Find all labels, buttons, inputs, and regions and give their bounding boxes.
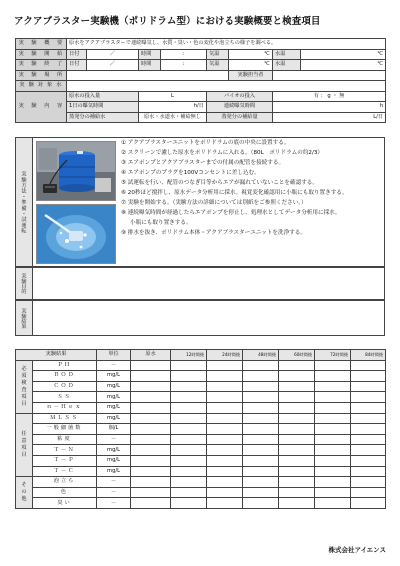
results-value-cell[interactable] [171,424,207,435]
results-row [16,487,386,498]
results-value-cell[interactable] [207,477,243,488]
results-value-cell[interactable] [351,445,386,456]
overview-label: 実 験 概 要 [16,39,67,50]
results-value-cell[interactable] [351,487,386,498]
results-value-cell[interactable] [279,498,315,509]
results-value-cell[interactable] [207,487,243,498]
results-row [16,381,386,392]
results-value-cell[interactable] [351,455,386,466]
results-value-cell[interactable] [243,434,279,445]
results-value-cell[interactable] [171,487,207,498]
results-value-cell[interactable] [131,466,171,477]
results-value-cell[interactable] [279,487,315,498]
results-header-60h: 60時間後 [279,350,315,361]
evap-amount-field[interactable]: L/日 [273,112,386,123]
results-item-name: Ｔ－Ｐ [33,455,97,466]
results-value-cell[interactable] [351,424,386,435]
target-label: 実 験 対 象 水 [16,81,67,92]
procedure-step: ⑦ 実験を開始する。（実験方法の詳細については別紙をご参照ください。） [121,200,307,206]
results-value-cell[interactable] [171,466,207,477]
evap-label: 蒸発分の補給水 [67,112,139,123]
results-row [16,392,386,403]
results-value-cell[interactable] [351,477,386,488]
results-value-cell[interactable] [315,487,351,498]
overview-table [15,38,386,123]
start-date-label: 日付 [67,49,87,60]
results-value-cell[interactable] [279,424,315,435]
results-item-unit: － [97,487,131,498]
results-value-cell[interactable] [315,434,351,445]
results-value-cell[interactable] [315,466,351,477]
results-value-cell[interactable] [279,477,315,488]
results-value-cell[interactable] [351,381,386,392]
results-value-cell[interactable] [207,413,243,424]
results-value-cell[interactable] [131,487,171,498]
results-value-cell[interactable] [243,455,279,466]
results-item-unit: mg/L [97,455,131,466]
staff-label: 実験担当者 [229,70,273,81]
results-value-cell[interactable] [207,445,243,456]
results-value-cell[interactable] [279,455,315,466]
results-item-name: 粘度 [33,434,97,445]
end-water-field[interactable]: ℃ [301,60,386,71]
raw-amount-field[interactable]: L [139,91,207,102]
results-value-cell[interactable] [243,392,279,403]
results-value-cell[interactable] [171,392,207,403]
procedure-section [15,137,385,267]
results-group-label [16,360,33,413]
results-value-cell[interactable] [207,392,243,403]
results-value-cell[interactable] [131,477,171,488]
results-header-48h: 48時間後 [243,350,279,361]
procedure-step: ① アクアブラスターユニットをポリドラムの底の中央に設置する。 [121,140,290,146]
aeration-field[interactable]: h/日 [139,102,207,113]
results-value-cell[interactable] [243,424,279,435]
results-value-cell[interactable] [315,445,351,456]
results-item-unit: mg/L [97,445,131,456]
start-water-label: 水温 [273,49,301,60]
content-row-2 [16,102,386,113]
results-value-cell[interactable] [243,445,279,456]
results-value-cell[interactable] [131,424,171,435]
results-value-cell[interactable] [351,360,386,371]
results-body [16,360,386,508]
results-row [16,371,386,382]
results-row [16,477,386,488]
results-value-cell[interactable] [351,392,386,403]
procedure-step: ② スクリーンで濾した原水をポリドラムに入れる。（80L ポリドラムの約2/3） [121,150,324,156]
results-item-unit: － [97,434,131,445]
results-header-row [16,350,386,361]
results-value-cell[interactable] [243,487,279,498]
procedure-step: ⑧ 連続曝気時間が経過したらエアポンプを停止し、処理水としてデータ分析用に採水。 [121,210,341,216]
results-value-cell[interactable] [351,402,386,413]
place-label: 実 験 場 所 [16,70,67,81]
results-value-cell[interactable] [279,402,315,413]
results-value-cell[interactable] [171,498,207,509]
results-value-cell[interactable] [207,402,243,413]
results-row [16,455,386,466]
results-value-cell[interactable] [351,466,386,477]
results-item-name: Ｔ－Ｎ [33,445,97,456]
results-value-cell[interactable] [207,455,243,466]
results-value-cell[interactable] [171,371,207,382]
aeration-photo-drawing [37,205,115,263]
start-label: 実 験 開 始 [16,49,67,60]
results-value-cell[interactable] [315,477,351,488]
results-item-name: 臭い [33,498,97,509]
results-value-cell[interactable] [131,498,171,509]
drum-photo [36,141,116,201]
results-value-cell[interactable] [171,445,207,456]
results-row [16,424,386,435]
target-row [16,81,386,92]
end-row [16,60,386,71]
continuous-label: 連続曝気時間 [207,102,273,113]
results-value-cell[interactable] [171,402,207,413]
end-label: 実 験 終 了 [16,60,67,71]
overview-row [16,39,386,50]
results-header-unit: 単位 [97,350,131,361]
results-group-text: 必須検査項目 [21,365,27,407]
results-item-unit: mg/L [97,381,131,392]
end-water-label: 水温 [273,60,301,71]
results-value-cell[interactable] [315,392,351,403]
results-item-unit: mg/L [97,402,131,413]
results-value-cell[interactable] [315,371,351,382]
results-item-unit: mg/L [97,392,131,403]
results-item-unit: mg/L [97,413,131,424]
results-value-cell[interactable] [243,360,279,371]
results-value-cell[interactable] [207,360,243,371]
results-value-cell[interactable] [243,466,279,477]
results-value-cell[interactable] [243,402,279,413]
results-value-cell[interactable] [131,371,171,382]
bio-field[interactable]: 有 ： g ・ 無 [273,91,386,102]
results-group-label [16,477,33,509]
results-value-cell[interactable] [279,466,315,477]
results-value-cell[interactable] [243,381,279,392]
results-row [16,360,386,371]
results-item-name: ＭＬＳＳ [33,413,97,424]
raw-amount-label: 原水の投入量 [67,91,139,102]
bio-label: バイオの投入 [207,91,273,102]
results-item-name: 一般細菌数 [33,424,97,435]
content-row-1 [16,91,386,102]
start-row [16,49,386,60]
results-header-result: 実験結果 [16,350,97,361]
results-value-cell[interactable] [171,360,207,371]
results-item-unit: － [97,498,131,509]
results-item-name: ＰＨ [33,360,97,371]
results-value-cell[interactable] [207,498,243,509]
results-value-cell[interactable] [351,371,386,382]
procedure-step: ⑥ 20秒ほど撹拌し、原水データ分析用に採水。視覚変化確認用に小瓶にも取り置きする。 [121,190,348,196]
results-header-12h: 12時間後 [171,350,207,361]
results-value-cell[interactable] [171,434,207,445]
results-value-cell[interactable] [131,402,171,413]
results-value-cell[interactable] [315,498,351,509]
results-value-cell[interactable] [131,381,171,392]
continuous-field[interactable]: h [273,102,386,113]
results-group-text: 任意項目 [21,430,27,458]
results-item-unit: 個/L [97,424,131,435]
results-header-72h: 72時間後 [315,350,351,361]
results-value-cell[interactable] [279,381,315,392]
results-value-cell[interactable] [315,381,351,392]
start-time-label: 時間 [139,49,161,60]
results-table [15,349,386,509]
results-item-name: Ｔ－Ｃ [33,466,97,477]
results-value-cell[interactable] [131,392,171,403]
results-header-84h: 84時間後 [351,350,386,361]
results-row [16,498,386,509]
results-value-cell[interactable] [207,424,243,435]
results-row [16,445,386,456]
start-date-field[interactable]: ／ [87,49,139,60]
procedure-step: ③ エアポンプとアクアブラスターまでの付属の配管を接続する。 [121,160,285,166]
results-value-cell[interactable] [131,445,171,456]
results-item-unit: mg/L [97,371,131,382]
content-row-3 [16,112,386,123]
page-title: アクアブラスター実験機（ポリドラム型）における実験概要と検査項目 [14,16,321,27]
results-value-cell[interactable] [279,360,315,371]
results-value-cell[interactable] [207,466,243,477]
results-value-cell[interactable] [351,413,386,424]
results-value-cell[interactable] [171,455,207,466]
result-label: 実験結果 [16,301,33,335]
results-value-cell[interactable] [279,413,315,424]
evap-amount-label: 蒸発分の補給量 [207,112,273,123]
place-field[interactable] [67,70,229,81]
results-item-name: ｎ－Ｈｅｘ [33,402,97,413]
results-value-cell[interactable] [351,434,386,445]
aeration-photo [36,204,116,264]
procedure-step: ⑤ 試運転を行い、配管のつなぎ目等からエアが漏れていないことを確認する。 [121,180,318,186]
purpose-label: 実験目的 [16,268,33,299]
results-value-cell[interactable] [131,413,171,424]
results-value-cell[interactable] [207,434,243,445]
results-value-cell[interactable] [279,371,315,382]
result-box[interactable] [15,300,385,336]
target-field[interactable] [67,81,386,92]
start-water-field[interactable]: ℃ [301,49,386,60]
end-temp-field[interactable]: ℃ [229,60,273,71]
results-row [16,402,386,413]
overview-text[interactable]: 原水をアクアブラスターで連続曝気し、水質・臭い・色の変化や泡立ちの様子を調べる。 [67,39,386,50]
company-name: 株式会社アイエンス [328,546,386,554]
start-temp-field[interactable]: ℃ [229,49,273,60]
results-value-cell[interactable] [131,455,171,466]
results-item-name: ＳＳ [33,392,97,403]
results-value-cell[interactable] [279,445,315,456]
results-group-text: その他 [21,482,27,503]
results-item-unit: － [97,477,131,488]
drum-photo-drawing [37,142,115,200]
results-header-raw: 原水 [131,350,171,361]
results-value-cell[interactable] [315,424,351,435]
procedure-step: ⑨ 排水を抜き、ポリドラム本体・アクアブラスターユニットを洗浄する。 [121,230,306,236]
results-value-cell[interactable] [243,498,279,509]
end-time-field[interactable]: : [161,60,207,71]
procedure-steps [121,141,383,241]
results-value-cell[interactable] [243,413,279,424]
results-item-name: 泡立ち [33,477,97,488]
content-label: 実 験 内 容 [16,91,67,123]
results-row [16,413,386,424]
results-value-cell[interactable] [351,498,386,509]
place-row [16,70,386,81]
aeration-label: 1日の曝気時間 [67,102,139,113]
results-item-name: 色 [33,487,97,498]
results-value-cell[interactable] [171,381,207,392]
results-value-cell[interactable] [315,413,351,424]
end-date-label: 日付 [67,60,87,71]
results-value-cell[interactable] [315,455,351,466]
procedure-label: 実験方法・準備・試運転 [16,138,33,266]
results-value-cell[interactable] [243,371,279,382]
results-row [16,434,386,445]
results-value-cell[interactable] [207,371,243,382]
start-temp-label: 気温 [207,49,229,60]
results-value-cell[interactable] [315,402,351,413]
results-value-cell[interactable] [243,477,279,488]
start-time-field[interactable]: : [161,49,207,60]
results-item-name: ＢＯＤ [33,371,97,382]
results-value-cell[interactable] [279,434,315,445]
results-value-cell[interactable] [131,434,171,445]
results-header-24h: 24時間後 [207,350,243,361]
evap-options[interactable]: 原水・水道水・補給無し [139,112,207,123]
end-time-label: 時間 [139,60,161,71]
results-value-cell[interactable] [171,413,207,424]
procedure-step: 小瓶にも取り置きする。 [130,220,192,226]
results-item-unit: － [97,360,131,371]
purpose-box[interactable] [15,267,385,300]
results-value-cell[interactable] [279,392,315,403]
results-value-cell[interactable] [131,360,171,371]
results-row [16,466,386,477]
results-item-name: ＣＯＤ [33,381,97,392]
staff-field[interactable] [273,70,386,81]
results-value-cell[interactable] [315,360,351,371]
results-value-cell[interactable] [171,477,207,488]
results-item-unit: mg/L [97,466,131,477]
end-temp-label: 気温 [207,60,229,71]
results-value-cell[interactable] [207,381,243,392]
end-date-field[interactable]: ／ [87,60,139,71]
procedure-step: ④ エアポンプのプラグを100Vコンセントに差し込む。 [121,170,260,176]
results-group-label [16,413,33,477]
